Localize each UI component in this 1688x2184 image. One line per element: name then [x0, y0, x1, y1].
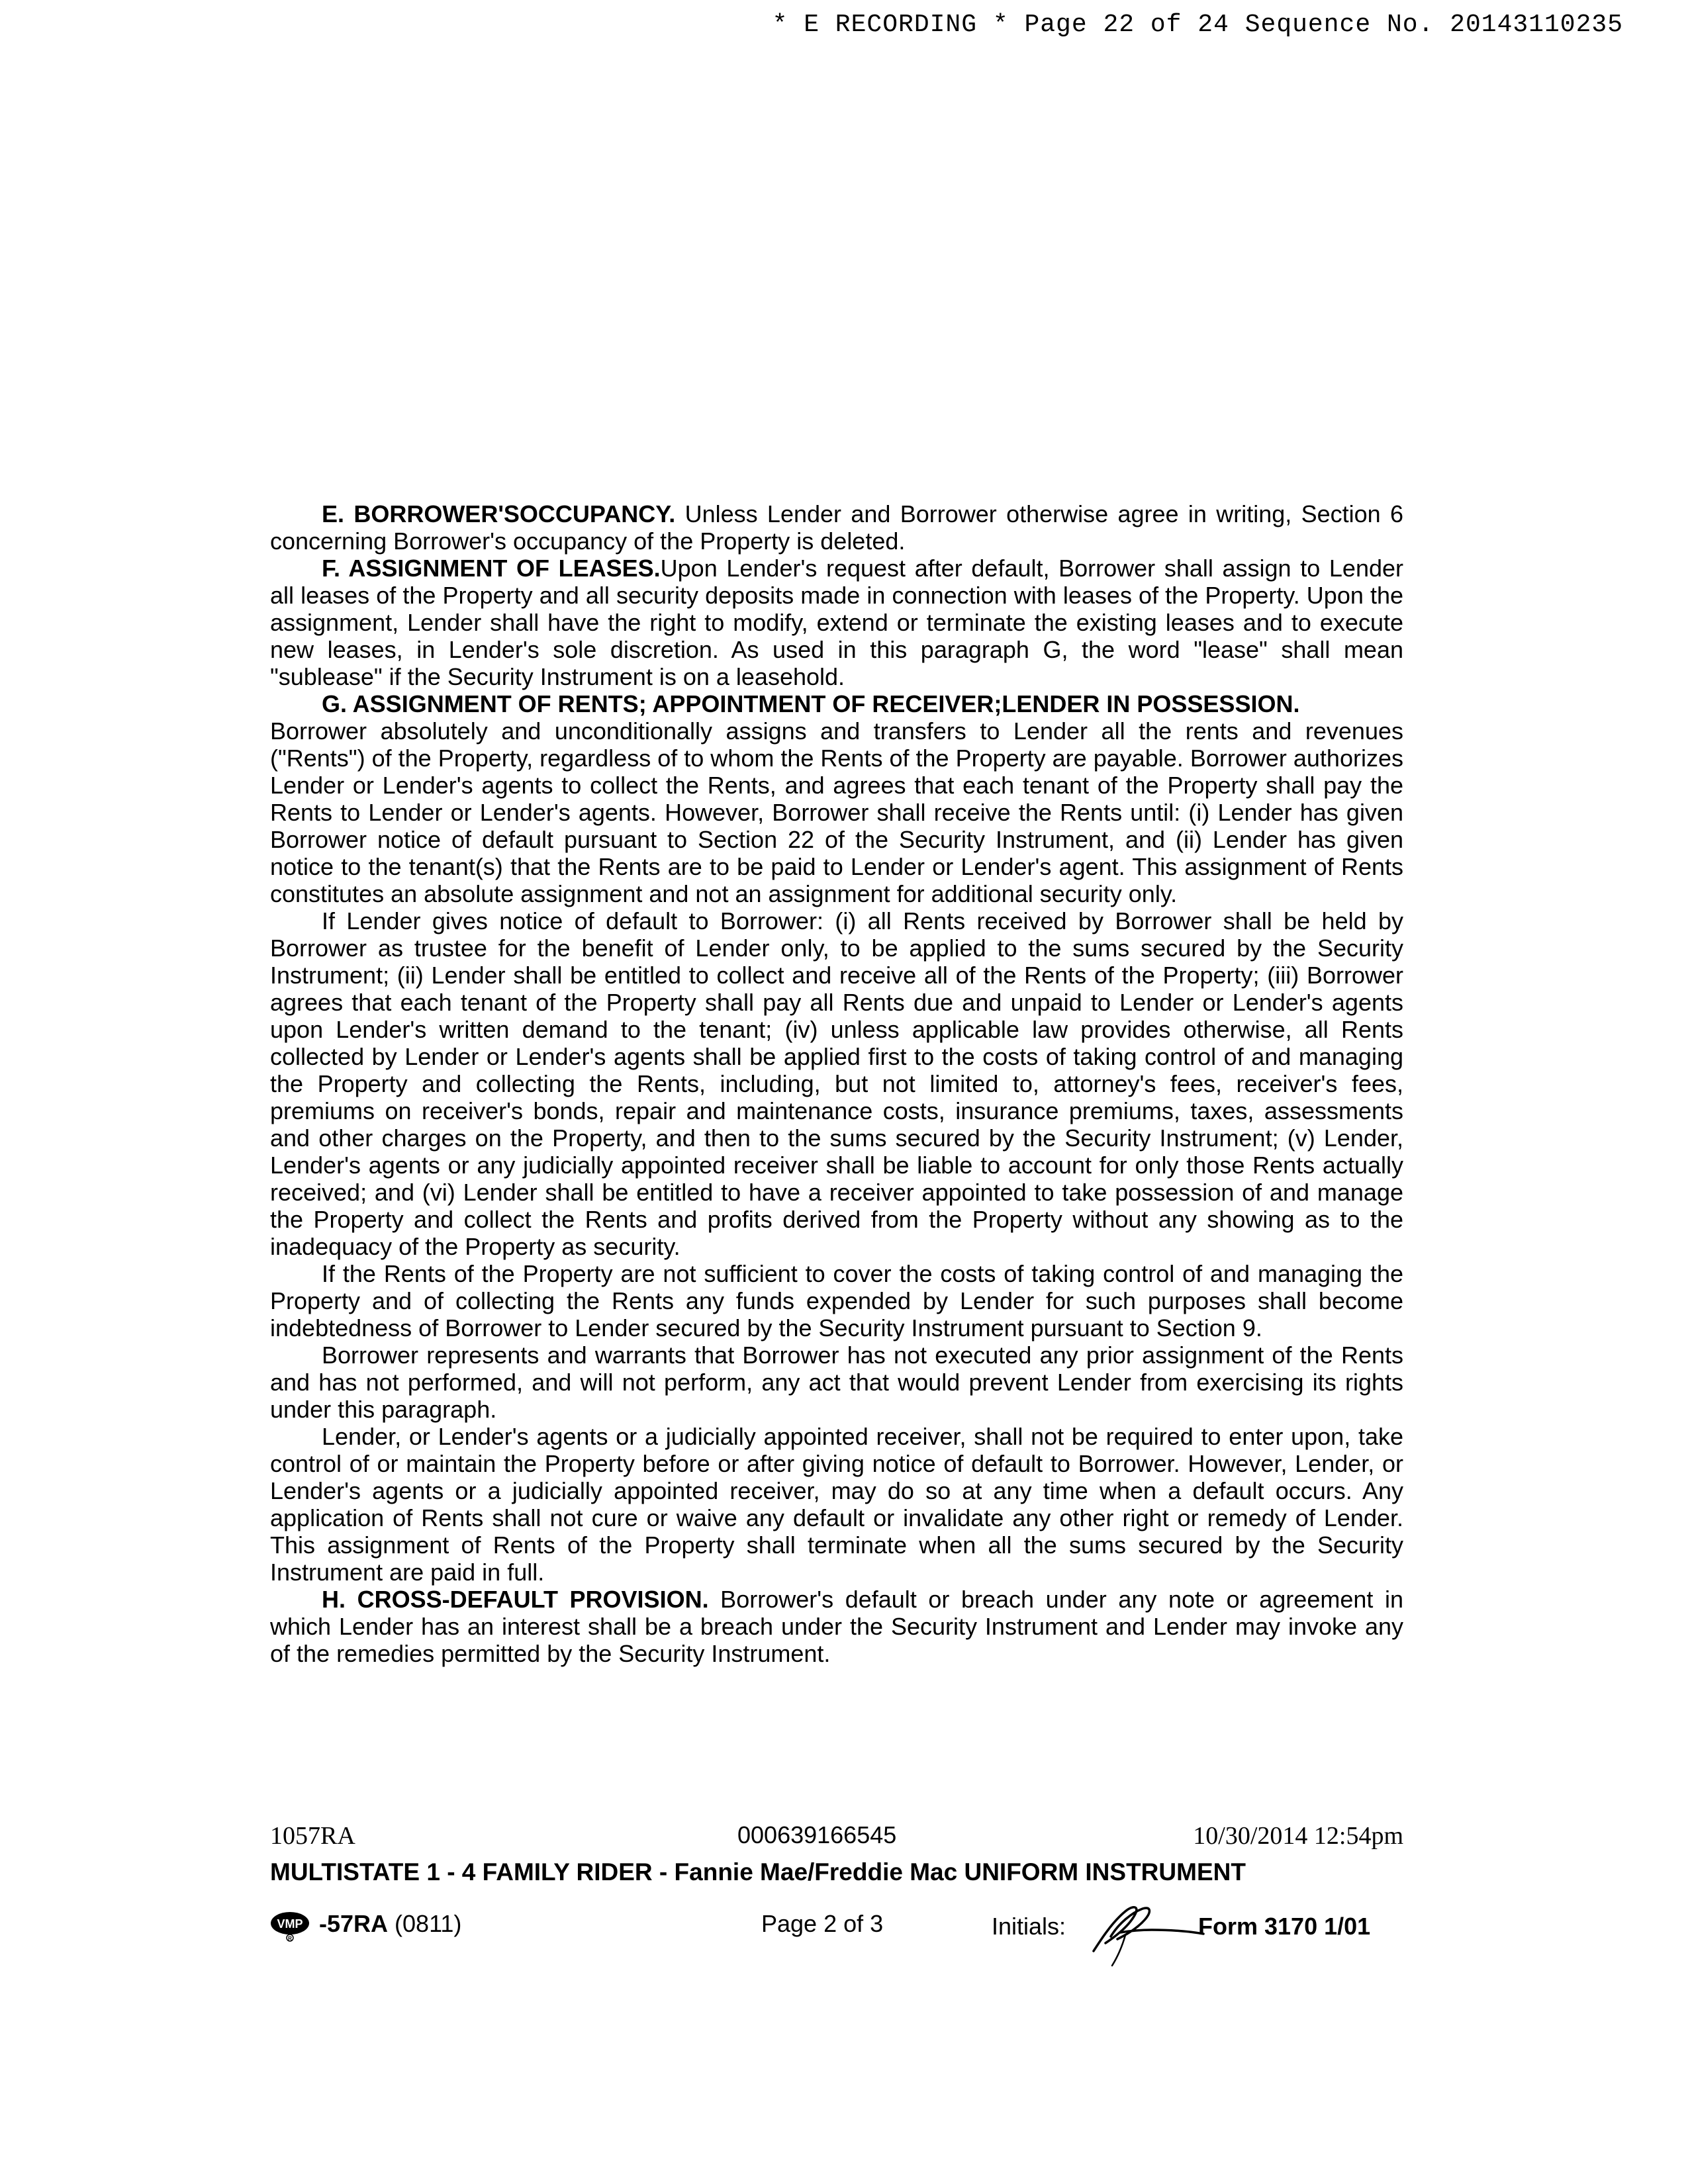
form-revision: (0811) [388, 1910, 462, 1937]
svg-text:R: R [288, 1935, 292, 1942]
form-code-bold: -57RA [319, 1910, 389, 1937]
timestamp: 10/30/2014 12:54pm [1193, 1822, 1403, 1850]
section-e-heading: E. BORROWER'SOCCUPANCY. [322, 500, 676, 527]
rider-title: MULTISTATE 1 - 4 FAMILY RIDER - Fannie Mae/Freddie Mac UNIFORM INSTRUMENT [270, 1858, 1246, 1886]
section-h-text: Borrower's default or breach under any note or agreement in which Lender has an interest shall be a breach under the Security Instrument and Lender may invoke any of the remedies permitted by the Security Instrument. [270, 1586, 1403, 1667]
section-g-text: Borrower absolutely and unconditionally assigns and transfers to Lender all the rents and revenues ("Rents") of the Property, regardless of to whom the Rents of the Property are payable. Borrower authorizes Lender or Lender's agents to collect the Rents, and agrees that each tenant of the Property shall pay the Rents to Lender or Lender's agents. However, Borrower shall receive the Rents until: (i) Lender has given Borrower notice of default pursuant to Section 22 of the Security Instrument, and (ii) Lender has given notice to the tenant(s) that the Rents are to be paid to Lender or Lender's agent. This assignment of Rents constitutes an absolute assignment and not an assignment for additional security only. [270, 717, 1403, 907]
loan-number: 000639166545 [737, 1821, 897, 1848]
form-id: 1057RA [270, 1822, 355, 1850]
section-h-heading: H. CROSS-DEFAULT PROVISION. [322, 1586, 709, 1613]
section-g-heading: G. ASSIGNMENT OF RENTS; APPOINTMENT OF RECEIVER;LENDER IN POSSESSION. [322, 690, 1300, 717]
form-number: Form 3170 1/01 [1198, 1913, 1371, 1940]
section-g-paragraph-4: Borrower represents and warrants that Borrower has not executed any prior assignment of the Rents and has not performed, and will not perform, any act that would prevent Lender from exercising its rights under this paragraph. [270, 1342, 1403, 1423]
section-g-paragraph-3: If the Rents of the Property are not sufficient to cover the costs of taking control of and managing the Property and of collecting the Rents any funds expended by Lender for such purposes shall become indebtedness of Borrower to Lender secured by the Security Instrument pursuant to Section 9. [270, 1260, 1403, 1342]
initials-label: Initials: [992, 1913, 1066, 1940]
initials-signature [1079, 1897, 1205, 1970]
section-f-text: Upon Lender's request after default, Borrower shall assign to Lender all leases of the Property and all security deposits made in connection with leases of the Property. Upon the assignment, Lender shall have the right to modify, extend or terminate the existing leases and to execute new leases, in Lender's sole discretion. As used in this paragraph G, the word "lease" shall mean "sublease" if the Security Instrument is on a leasehold. [270, 555, 1403, 690]
form-code [319, 1910, 461, 1938]
vmp-logo-icon [270, 1909, 316, 1942]
section-e-text: Unless Lender and Borrower otherwise agree in writing, Section 6 concerning Borrower's occupancy of the Property is deleted. [270, 500, 1403, 555]
footer-codes [270, 1821, 1403, 1854]
section-g-paragraph-5: Lender, or Lender's agents or a judicially appointed receiver, shall not be required to enter upon, take control of or maintain the Property before or after giving notice of default to Borrower. However, Lender, or Lender's agents or a judicially appointed receiver, may do so at any time when a default occurs. Any application of Rents shall not cure or waive any default or invalidate any other right or remedy of Lender. This assignment of Rents of the Property shall terminate when all the sums secured by the Security Instrument are paid in full. [270, 1423, 1403, 1586]
section-f-heading: F. ASSIGNMENT OF LEASES. [322, 555, 661, 582]
section-h [270, 1586, 1403, 1667]
rider-body [270, 500, 1403, 1667]
section-g-paragraph-2: If Lender gives notice of default to Borrower: (i) all Rents received by Borrower shall be held by Borrower as trustee for the benefit of Lender only, to be applied to the sums secured by the Security Instrument; (ii) Lender shall be entitled to collect and receive all of the Rents of the Property; (iii) Borrower agrees that each tenant of the Property shall pay all Rents due and unpaid to Lender or Lender's agents upon Lender's written demand to the tenant; (iv) unless applicable law provides otherwise, all Rents collected by Lender or Lender's agents shall be applied first to the costs of taking control of and managing the Property and collecting the Rents, including, but not limited to, attorney's fees, receiver's fees, premiums on receiver's bonds, repair and maintenance costs, insurance premiums, taxes, assessments and other charges on the Property, and then to the sums secured by the Security Instrument; (v) Lender, Lender's agents or any judicially appointed receiver shall be liable to account for only those Rents actually received; and (vi) Lender shall be entitled to have a receiver appointed to take possession of and manage the Property and collect the Rents and profits derived from the Property without any showing as to the inadequacy of the Property as security. [270, 907, 1403, 1260]
section-g-heading-line [270, 690, 1403, 717]
vmp-logo-text: VMP [277, 1917, 303, 1931]
page-number: Page 2 of 3 [761, 1910, 884, 1937]
section-e [270, 500, 1403, 555]
footer-bottom [270, 1906, 1403, 1979]
recording-header: * E RECORDING * Page 22 of 24 Sequence No. 20143110235 [772, 11, 1623, 39]
section-f [270, 555, 1403, 690]
